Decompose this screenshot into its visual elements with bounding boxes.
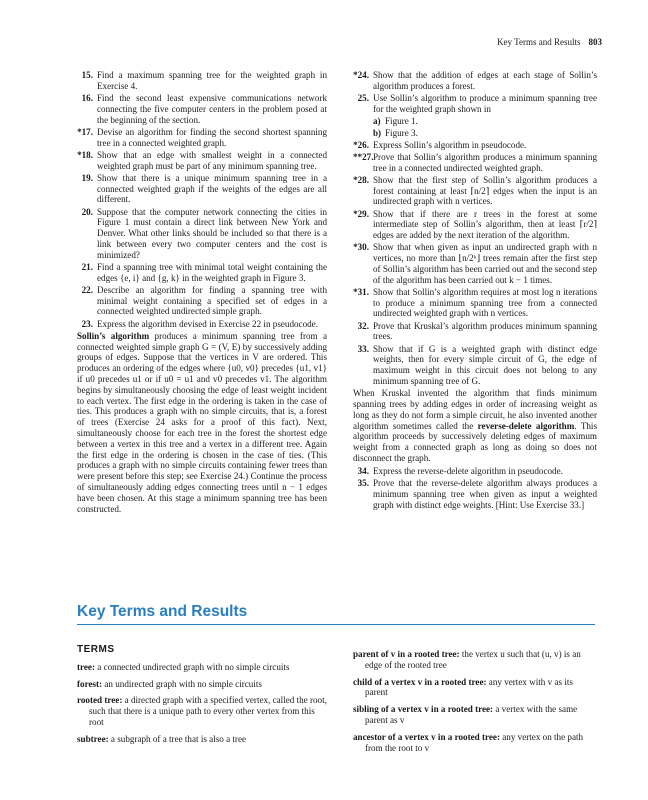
term-entry [77,734,327,745]
terms-list-right [353,649,597,753]
section-heading: Key Terms and Results [77,603,248,620]
term-name: forest: [77,678,103,689]
exercise-item [77,262,327,284]
exercise-item [77,173,327,205]
terms-heading: TERMS [77,644,115,655]
term-entry [353,677,597,699]
exercise-subpart [373,116,597,127]
exercise-item [353,466,597,477]
exercise-item [353,321,597,343]
exercise-list-left [77,70,327,329]
term-name: subtree: [77,733,109,744]
exercise-number: 16. [81,92,93,103]
exercise-number: 25. [357,92,369,103]
term-definition: any vertex on the path from the root to v [365,731,584,753]
exercise-number: *18. [77,149,93,160]
exercise-item [353,242,597,285]
exercise-number: 22. [81,284,93,295]
term-name: parent of v in a rooted tree: [353,649,460,659]
exercise-text: Find the second least expensive communications network connecting the five computer centers in the problem posed at the beginning of the section. [97,92,327,125]
exercise-item [353,152,597,174]
reverse-delete-term: reverse-delete algorithm [477,420,575,431]
term-definition: a directed graph with a specified vertex, called the root, such that there is a unique path to every other vertex from this root [89,695,327,727]
exercise-number: 35. [357,477,369,488]
exercise-item [77,127,327,149]
exercise-item [353,70,597,92]
term-entry [77,679,327,690]
term-name: child of a vertex v in a rooted tree: [353,676,487,687]
sollin-text: produces a minimum spanning tree from a connected weighted simple graph G = (V, E) by successively adding groups of edges. Suppose that the vertices in V are ordered. This produces an ordering of the edges where {u0, v0} precedes {u1, v1} if u0 precedes u1 or if u0 = u1 and v0 precedes v1. The algorithm begins by simultaneously choosing the edge of least weight incident to each vertex. The first edge in the ordering is taken in the case of ties. This produces a graph with no simple circuits, that is, a forest of trees (Exercise 24 asks for a proof of this fact). Next, simultaneously choose for each tree in the forest the shortest edge between a vertex in this tree and a vertex in a different tree. Again the first edge in the ordering is chosen in the case of ties. (This produces a graph with no simple circuits containing fewer trees than were present before this step; see Exercise 24.) Continue the process of simultaneously adding edges connecting trees until n − 1 edges have been chosen. At this stage a minimum spanning tree has been constructed. [77,330,327,514]
exercise-item [77,319,327,330]
exercise-item [77,93,327,125]
exercise-text: Show that if there are r trees in the forest at some intermediate step of Sollin’s algorithm, then at least ⌈r/2⌉ edges are added by the next iteration of the algorithm. [373,208,597,241]
sollin-paragraph [77,331,327,515]
exercise-item [77,150,327,172]
exercise-number: *30. [353,242,369,253]
exercise-list-right-b [353,140,597,387]
subpart-label: b) [373,127,382,138]
exercise-text: Express the reverse-delete algorithm in pseudocode. [373,465,563,476]
term-name: sibling of a vertex v in a rooted tree: [353,704,494,715]
subpart-text: Figure 1. [385,115,418,126]
exercise-text: Show that the addition of edges at each stage of Sollin’s algorithm produces a forest. [373,70,597,91]
exercise-number: *31. [353,286,369,297]
section-rule [77,624,595,625]
right-column [353,70,597,512]
sollin-lead: Sollin’s algorithm [77,330,150,341]
exercise-text: Express Sollin’s algorithm in pseudocode. [373,139,527,150]
exercise-item [77,285,327,317]
exercise-number: *29. [353,208,369,219]
left-column [77,70,327,516]
term-definition: a vertex with the same parent as v [365,704,578,725]
exercise-text: Show that an edge with smallest weight in a connected weighted graph must be part of any minimum spanning tree. [97,149,327,171]
exercise-text: Devise an algorithm for finding the second shortest spanning tree in a connected weighted graph. [97,126,327,148]
exercise-number: 20. [81,206,93,217]
exercise-text: Suppose that the computer network connecting the cities in Figure 1 must contain a direct link between New York and Denver. What other links should be included so that there is a link between every two computer centers and the cost is minimized? [97,206,327,260]
exercise-text: Use Sollin’s algorithm to produce a minimum spanning tree for the weighted graph shown in [373,92,597,114]
term-entry [77,662,327,673]
subpart-text: Figure 3. [385,127,418,138]
term-definition: an undirected graph with no simple circuits [102,678,262,689]
term-name: tree: [77,661,96,672]
exercise-number: *26. [353,139,369,150]
exercise-number: 32. [357,320,369,331]
exercise-list-right-a [353,70,597,115]
exercise-number: 19. [81,172,93,183]
term-definition: a connected undirected graph with no simple circuits [95,661,290,672]
exercise-text: Show that there is a unique minimum spanning tree in a connected weighted graph if the weights of the edges are all different. [97,172,327,205]
exercise-text: Show that if G is a weighted graph with distinct edge weights, then for every simple circuit of G, the edge of maximum weight in this circuit does not belong to any minimum spanning tree of G. [373,343,597,387]
exercise-25-parts [353,116,597,139]
exercise-text: Find a spanning tree with minimal total weight containing the edges {e, i} and {g, k} in the weighted graph in Figure 3. [97,261,327,283]
exercise-text: Show that the first step of Sollin’s algorithm produces a forest containing at least ⌈n/2⌉ edges when the input is an undirected graph with n vertices. [373,174,597,207]
exercise-text: Prove that Sollin’s algorithm produces a minimum spanning tree in a connected undirected weighted graph. [373,151,597,173]
page-number: 803 [588,37,602,47]
exercise-number: 15. [81,70,93,80]
exercise-item [353,140,597,151]
subpart-label: a) [373,115,381,126]
exercise-item [353,209,597,241]
term-entry [353,704,597,726]
exercise-number: *28. [353,174,369,185]
exercise-number: 23. [81,318,93,329]
exercise-text: Find a maximum spanning tree for the weighted graph in Exercise 4. [97,70,327,91]
term-definition: any vertex with v as its parent [365,676,573,698]
exercise-text: Describe an algorithm for finding a spanning tree with minimal weight containing a specified set of edges in a connected weighted undirected simple graph. [97,284,327,317]
kruskal-text-before: When Kruskal invented the algorithm that finds minimum spanning trees by adding edges in order of increasing weight as long as they do not form a simple circuit, he also invented another algorithm sometimes called the [353,388,597,431]
exercise-text: Show that Sollin’s algorithm requires at most log n iterations to produce a minimum spanning tree from a connected undirected weighted graph with n vertices. [373,286,597,319]
term-entry [353,732,597,754]
term-definition: a subgraph of a tree that is also a tree [108,733,247,744]
exercise-number: 34. [357,465,369,476]
kruskal-paragraph [353,388,597,464]
terms-list-left [77,662,327,745]
exercise-text: Prove that the reverse-delete algorithm always produces a minimum spanning tree when given as input a weighted graph with distinct edge weights. [Hint: Use Exercise 33.] [373,477,597,510]
exercise-item [353,175,597,207]
running-head-title: Key Terms and Results [497,37,581,47]
exercise-list-right-c [353,466,597,511]
exercise-number: *17. [77,126,93,137]
exercise-subpart [373,128,597,139]
term-entry [77,695,327,727]
terms-left-column [77,645,327,751]
exercise-number: 21. [81,261,93,272]
running-head [497,37,602,47]
exercise-number: **27. [353,151,374,162]
exercise-text: Show that when given as input an undirected graph with n vertices, no more than ⌊n/2ᵏ⌋ trees remain after the first step of Sollin’s algorithm has been carried out and the second step of the algorithm has been carried out k − 1 times. [373,242,597,285]
exercise-number: 33. [357,343,369,354]
exercise-item [77,207,327,261]
exercise-number: *24. [353,70,369,80]
exercise-item [353,93,597,115]
term-name: rooted tree: [77,695,123,706]
exercise-item [353,287,597,319]
term-name: ancestor of a vertex v in a rooted tree: [353,731,500,742]
term-entry [353,649,597,671]
exercise-item [353,344,597,387]
exercise-item [353,478,597,510]
term-definition: the vertex u such that (u, v) is an edge of the rooted tree [365,649,581,670]
exercise-text: Express the algorithm devised in Exercise 22 in pseudocode. [97,318,318,329]
kruskal-text-after: . This algorithm proceeds by successively deleting edges of maximum weight from a connected graph as long as doing so does not disconnect the graph. [353,420,597,463]
exercise-text: Prove that Kruskal’s algorithm produces minimum spanning trees. [373,320,597,342]
exercise-item [77,70,327,92]
terms-right-column [353,649,597,759]
